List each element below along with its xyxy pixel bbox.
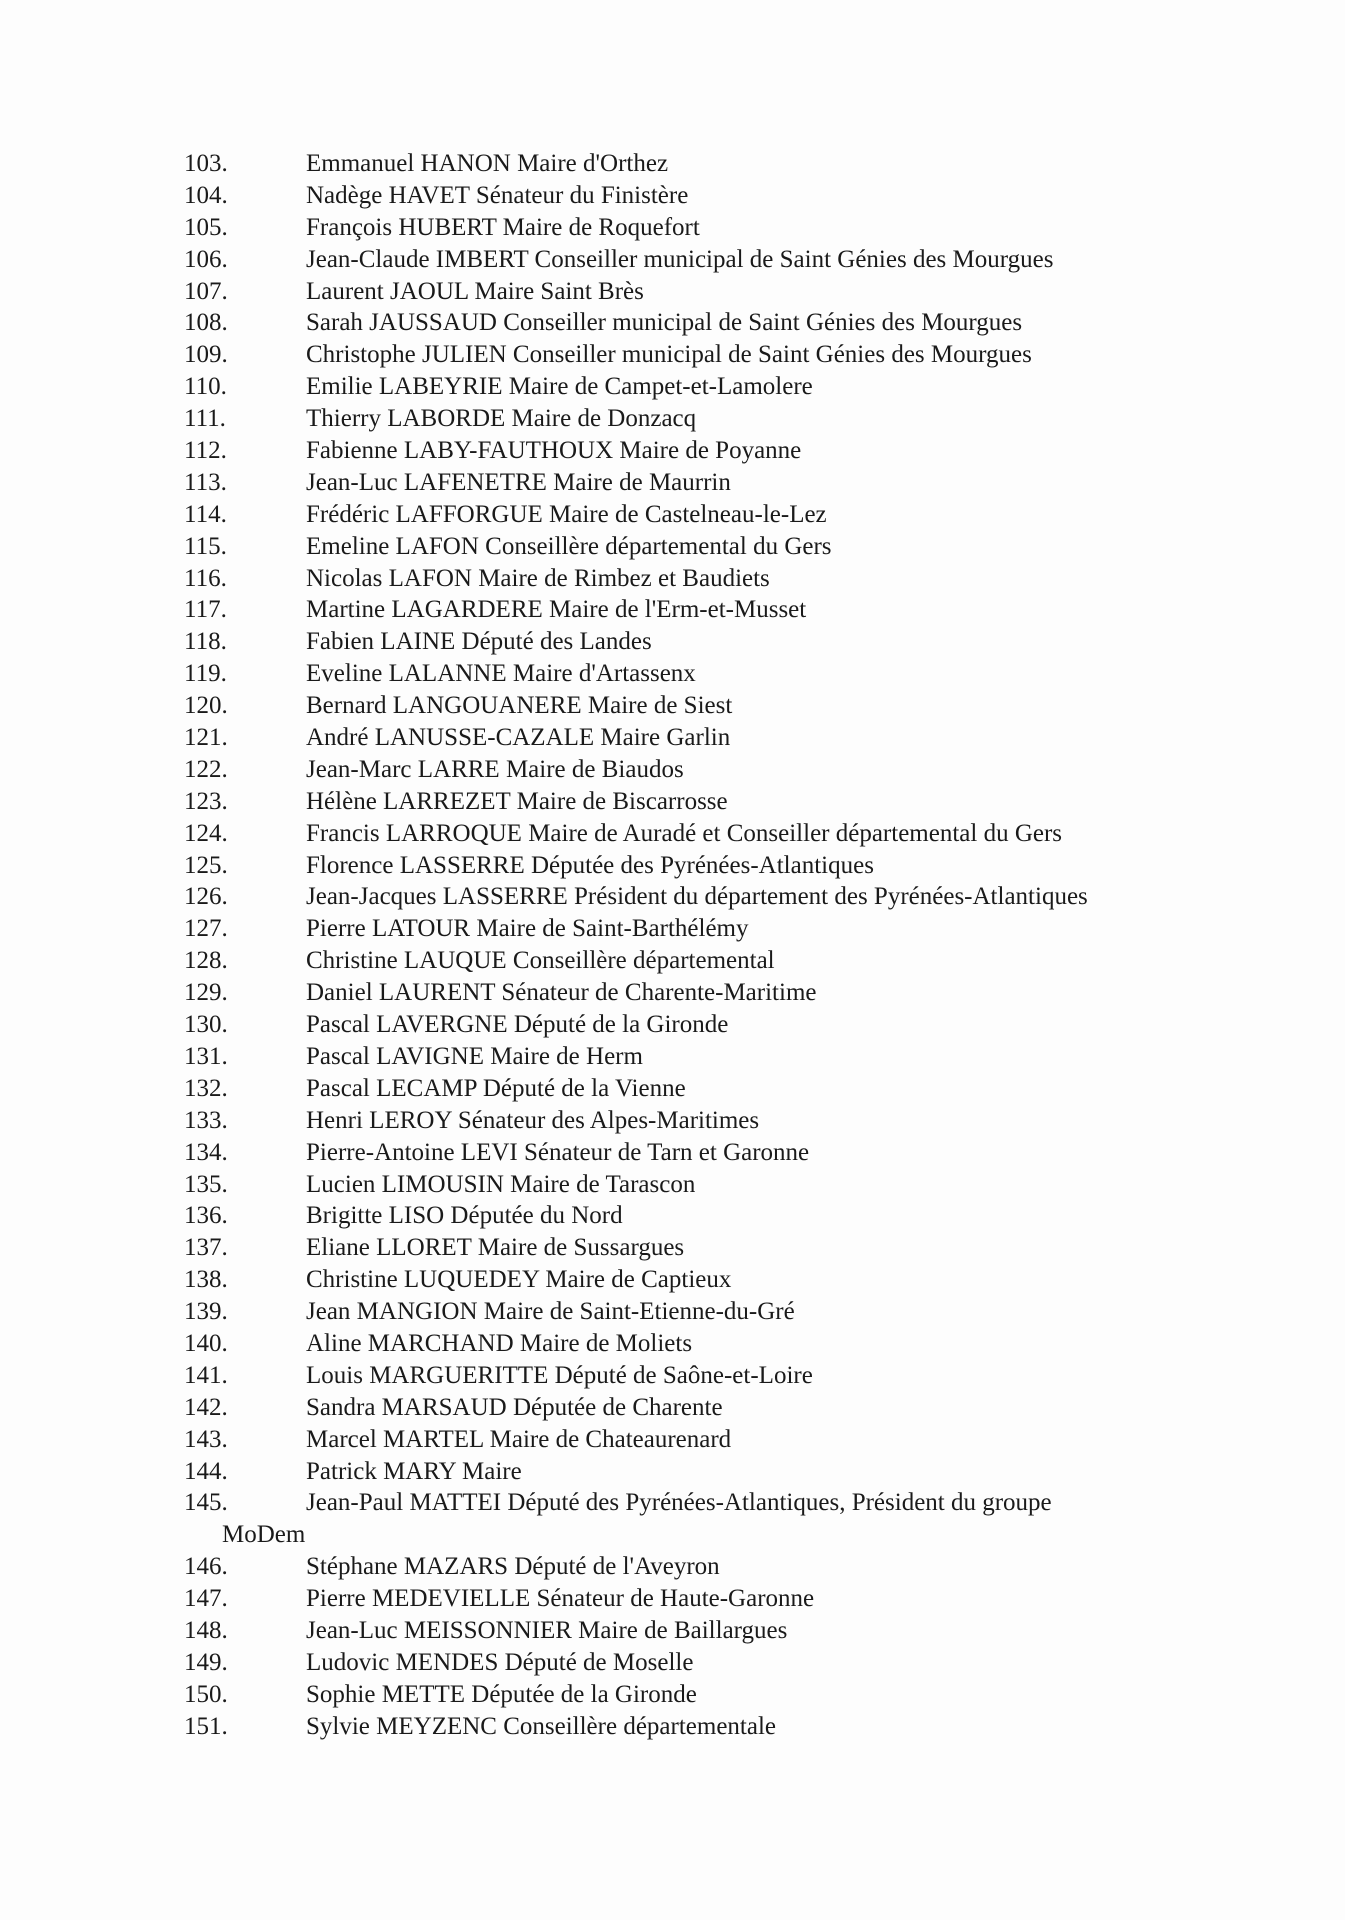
list-item: [0, 276, 1345, 308]
item-number: 143.: [184, 1425, 228, 1453]
item-number: 130.: [184, 1011, 228, 1039]
item-text: Emmanuel HANON Maire d'Orthez: [306, 150, 669, 177]
list-item: [0, 658, 1345, 690]
list-item: [0, 1551, 1345, 1583]
item-text: François HUBERT Maire de Roquefort: [306, 213, 700, 241]
item-text: Pierre MEDEVIELLE Sénateur de Haute-Garonne: [306, 1585, 815, 1613]
item-number: 106.: [184, 245, 228, 273]
item-number: 119.: [184, 660, 227, 688]
list-item: [0, 1360, 1345, 1392]
item-text: Patrick MARY Maire: [306, 1457, 522, 1485]
list-item: [0, 1647, 1345, 1679]
list-item: [0, 531, 1345, 563]
item-text: Nicolas LAFON Maire de Rimbez et Baudiets: [306, 564, 770, 592]
item-text: Emeline LAFON Conseillère départemental du Gers: [306, 532, 832, 560]
item-number: 141.: [184, 1361, 228, 1389]
item-text: Jean-Luc MEISSONNIER Maire de Baillargues: [306, 1616, 788, 1644]
list-item: [0, 499, 1345, 531]
item-number: 144.: [184, 1457, 228, 1485]
item-number: 112.: [184, 437, 227, 465]
item-number: 126.: [184, 883, 228, 911]
list-item: [0, 1679, 1345, 1711]
item-number: 121.: [184, 724, 228, 752]
list-item: [0, 881, 1345, 913]
item-number: 122.: [184, 755, 228, 783]
item-text: Sarah JAUSSAUD Conseiller municipal de Saint Génies des Mourgues: [306, 309, 1023, 337]
item-text: Daniel LAURENT Sénateur de Charente-Maritime: [306, 979, 817, 1007]
list-item: [0, 1583, 1345, 1615]
item-number: 132.: [184, 1074, 228, 1102]
item-text: Stéphane MAZARS Député de l'Aveyron: [306, 1553, 720, 1581]
item-text: Sophie METTE Députée de la Gironde: [306, 1680, 697, 1708]
item-text: Jean-Claude IMBERT Conseiller municipal de Saint Génies des Mourgues: [306, 245, 1054, 273]
item-number: 110.: [184, 373, 227, 401]
item-text: Jean-Luc LAFENETRE Maire de Maurrin: [306, 468, 731, 496]
item-text: Pascal LAVERGNE Député de la Gironde: [306, 1011, 729, 1039]
item-number: 137.: [184, 1234, 228, 1262]
item-text: Jean-Jacques LASSERRE Président du département des Pyrénées-Atlantiques: [306, 883, 1088, 911]
list-item: [0, 1041, 1345, 1073]
item-text: Thierry LABORDE Maire de Donzacq: [306, 405, 697, 433]
item-text: Henri LEROY Sénateur des Alpes-Maritimes: [306, 1106, 760, 1134]
item-text-continuation: MoDem: [222, 1521, 306, 1549]
item-number: 149.: [184, 1648, 228, 1676]
item-number: 118.: [184, 628, 227, 656]
item-number: 127.: [184, 915, 228, 943]
item-number: 140.: [184, 1329, 228, 1357]
list-item: [0, 850, 1345, 882]
item-number: 109.: [184, 341, 228, 369]
list-item: [0, 1615, 1345, 1647]
list-item: [0, 403, 1345, 435]
list-item: [0, 786, 1345, 818]
list-item: [0, 722, 1345, 754]
item-text: André LANUSSE-CAZALE Maire Garlin: [306, 724, 731, 752]
list-item: [0, 307, 1345, 339]
item-number: 129.: [184, 979, 228, 1007]
list-item: [0, 467, 1345, 499]
list-item: [0, 945, 1345, 977]
item-text: Christine LUQUEDEY Maire de Captieux: [306, 1266, 732, 1294]
item-number: 117.: [184, 596, 227, 624]
list-item: [0, 594, 1345, 626]
item-text: Pierre-Antoine LEVI Sénateur de Tarn et Garonne: [306, 1138, 810, 1166]
item-number: 136.: [184, 1202, 228, 1230]
list-item: [0, 371, 1345, 403]
list-item: [0, 148, 1345, 180]
item-text: Florence LASSERRE Députée des Pyrénées-Atlantiques: [306, 851, 874, 879]
item-number: 148.: [184, 1616, 228, 1644]
item-text: Francis LARROQUE Maire de Auradé et Conseiller départemental du Gers: [306, 819, 1063, 847]
item-text: Eveline LALANNE Maire d'Artassenx: [306, 660, 696, 688]
list-item: [0, 1009, 1345, 1041]
item-number: 138.: [184, 1266, 228, 1294]
list-item: [0, 913, 1345, 945]
item-text: Hélène LARREZET Maire de Biscarrosse: [306, 787, 728, 815]
list-item: [0, 435, 1345, 467]
list-item: [0, 212, 1345, 244]
item-text: Jean MANGION Maire de Saint-Etienne-du-Gré: [306, 1298, 795, 1326]
item-number: 134.: [184, 1138, 228, 1166]
item-number: 103.: [184, 150, 228, 177]
item-text: Pascal LAVIGNE Maire de Herm: [306, 1042, 643, 1070]
item-text: Christine LAUQUE Conseillère départemental: [306, 947, 775, 975]
list-item: [0, 1711, 1345, 1743]
list-item: [0, 1105, 1345, 1137]
item-text: Fabienne LABY-FAUTHOUX Maire de Poyanne: [306, 437, 802, 465]
item-number: 146.: [184, 1553, 228, 1581]
list-item: [0, 1073, 1345, 1105]
list-item: [0, 1456, 1345, 1488]
item-number: 142.: [184, 1393, 228, 1421]
item-text: Sandra MARSAUD Députée de Charente: [306, 1393, 723, 1421]
list-item: [0, 754, 1345, 786]
item-text: Marcel MARTEL Maire de Chateaurenard: [306, 1425, 732, 1453]
list-item: [0, 1296, 1345, 1328]
item-text: Jean-Marc LARRE Maire de Biaudos: [306, 755, 684, 783]
item-text: Martine LAGARDERE Maire de l'Erm-et-Musset: [306, 596, 807, 624]
item-number: 105.: [184, 213, 228, 241]
item-number: 150.: [184, 1680, 228, 1708]
signatory-list: [0, 148, 1345, 1743]
item-number: 147.: [184, 1585, 228, 1613]
item-text: Bernard LANGOUANERE Maire de Siest: [306, 692, 733, 720]
item-text: Jean-Paul MATTEI Député des Pyrénées-Atlantiques, Président du groupe: [306, 1489, 1052, 1517]
item-number: 115.: [184, 532, 227, 560]
item-number: 125.: [184, 851, 228, 879]
list-item: [0, 818, 1345, 850]
item-number: 111.: [184, 405, 226, 433]
item-number: 139.: [184, 1298, 228, 1326]
item-text: Brigitte LISO Députée du Nord: [306, 1202, 623, 1230]
item-number: 120.: [184, 692, 228, 720]
list-item: [0, 690, 1345, 722]
item-number: 107.: [184, 277, 228, 305]
item-text: Lucien LIMOUSIN Maire de Tarascon: [306, 1170, 696, 1198]
list-item: [0, 1200, 1345, 1232]
item-text: Laurent JAOUL Maire Saint Brès: [306, 277, 644, 305]
item-text: Louis MARGUERITTE Député de Saône-et-Loire: [306, 1361, 813, 1389]
list-item: [0, 180, 1345, 212]
item-number: 124.: [184, 819, 228, 847]
list-item: [0, 1424, 1345, 1456]
item-text: Aline MARCHAND Maire de Moliets: [306, 1329, 693, 1357]
list-item: [0, 339, 1345, 371]
item-number: 128.: [184, 947, 228, 975]
item-number: 133.: [184, 1106, 228, 1134]
list-item: [0, 626, 1345, 658]
item-text: Pascal LECAMP Député de la Vienne: [306, 1074, 686, 1102]
list-item: [0, 1232, 1345, 1264]
item-number: 113.: [184, 468, 227, 496]
list-item: [0, 244, 1345, 276]
item-number: 114.: [184, 500, 227, 528]
list-item: [0, 1392, 1345, 1424]
list-item: [0, 1328, 1345, 1360]
list-item: [0, 1487, 1345, 1551]
item-number: 123.: [184, 787, 228, 815]
item-text: Fabien LAINE Député des Landes: [306, 628, 652, 656]
item-text: Pierre LATOUR Maire de Saint-Barthélémy: [306, 915, 749, 943]
item-text: Christophe JULIEN Conseiller municipal de Saint Génies des Mourgues: [306, 341, 1032, 369]
item-text: Ludovic MENDES Député de Moselle: [306, 1648, 694, 1676]
item-text: Emilie LABEYRIE Maire de Campet-et-Lamolere: [306, 373, 813, 401]
item-text: Nadège HAVET Sénateur du Finistère: [306, 181, 689, 209]
item-number: 108.: [184, 309, 228, 337]
item-number: 135.: [184, 1170, 228, 1198]
item-number: 131.: [184, 1042, 228, 1070]
item-number: 151.: [184, 1712, 228, 1740]
item-text: Frédéric LAFFORGUE Maire de Castelneau-le-Lez: [306, 500, 827, 528]
list-item: [0, 977, 1345, 1009]
list-item: [0, 1169, 1345, 1201]
item-number: 104.: [184, 181, 228, 209]
item-text: Sylvie MEYZENC Conseillère départementale: [306, 1712, 777, 1740]
item-number: 116.: [184, 564, 227, 592]
list-item: [0, 563, 1345, 595]
item-text: Eliane LLORET Maire de Sussargues: [306, 1234, 685, 1262]
list-item: [0, 1137, 1345, 1169]
list-item: [0, 1264, 1345, 1296]
item-number: 145.: [184, 1489, 228, 1517]
